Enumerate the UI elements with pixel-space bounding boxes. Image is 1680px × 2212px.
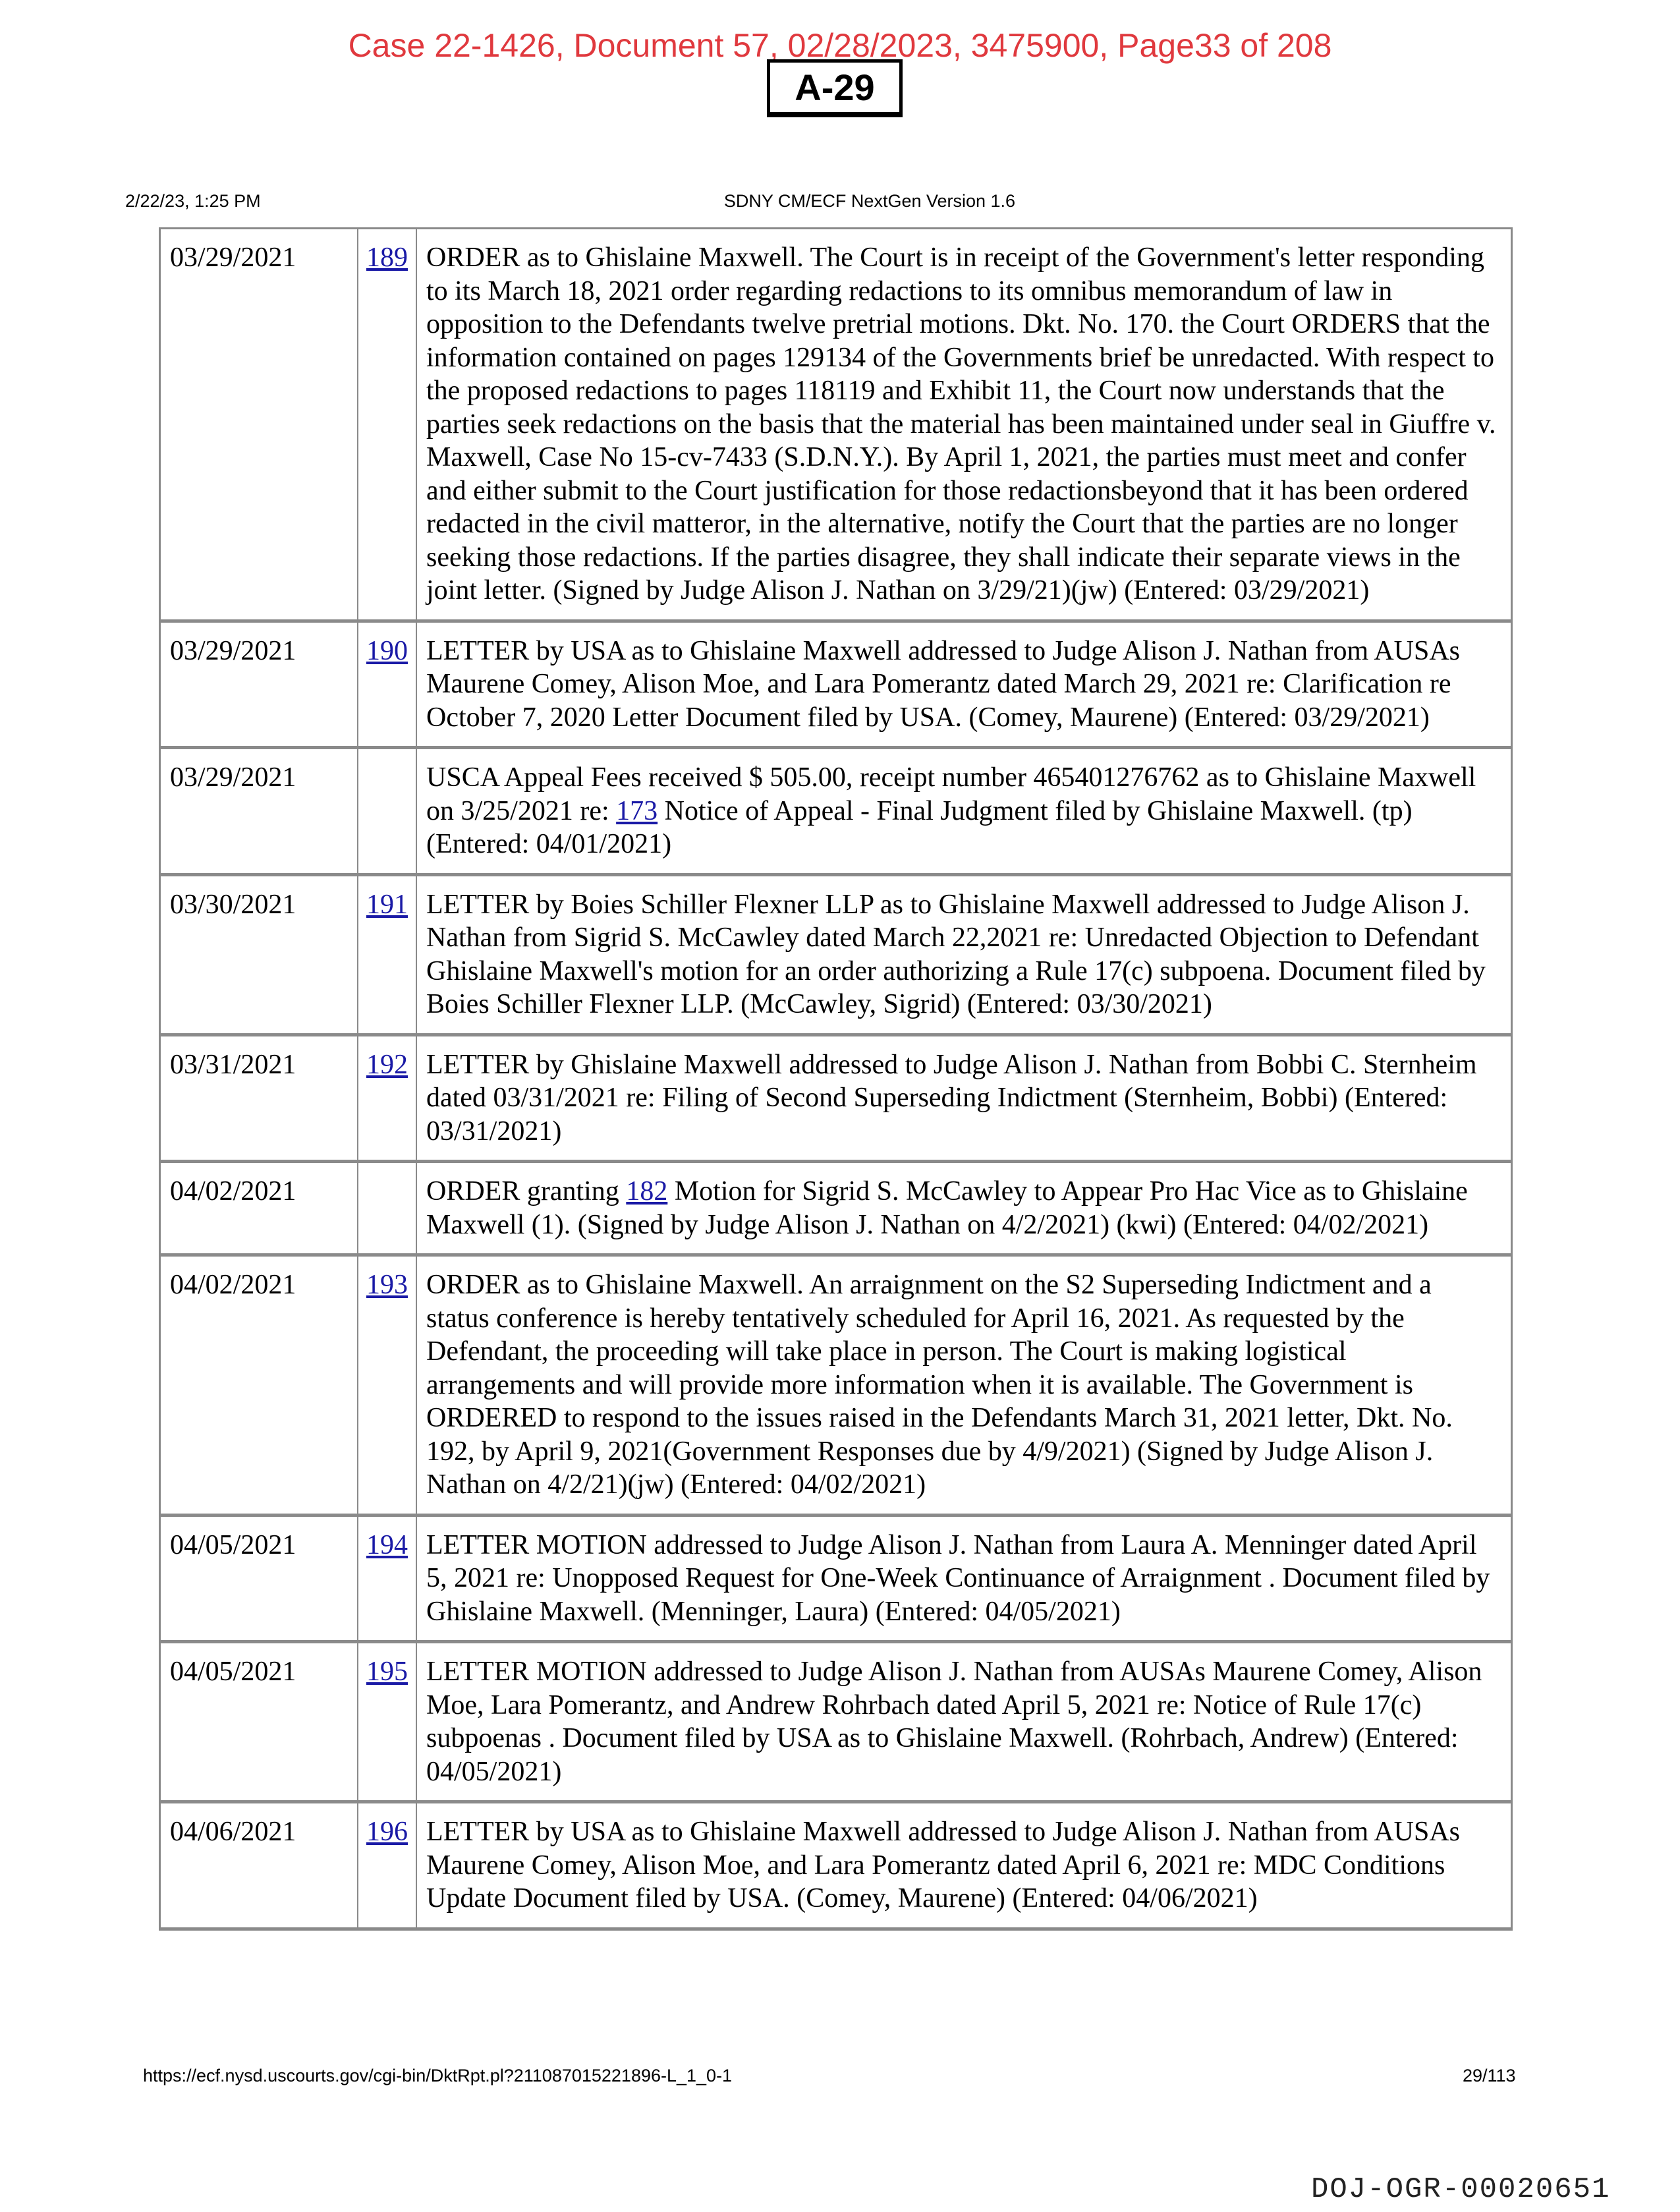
exhibit-label-box: [767, 59, 903, 117]
docket-table: [159, 227, 1513, 1931]
entry-date: 03/29/2021: [161, 229, 357, 623]
entry-number-cell: [357, 749, 416, 876]
entry-number-cell: [357, 229, 416, 623]
exhibit-label: A-29: [795, 67, 875, 108]
entry-date: 04/06/2021: [170, 1817, 296, 1847]
docket-row: [161, 1803, 1511, 1927]
docket-row: [161, 1517, 1511, 1644]
entry-date: 03/31/2021: [161, 1036, 357, 1164]
entry-text: LETTER by USA as to Ghislaine Maxwell addressed to Judge Alison J. Nathan from AUSAs Maurene Comey, Alison Moe, and Lara Pomerantz dated March 29, 2021 re: Clarification re October 7, 2020 Letter Document filed by USA. (Comey, Maurene) (Entered: 03/29/2021): [416, 623, 1511, 750]
entry-text-after-link: Notice of Appeal - Final Judgment filed by Ghislaine Maxwell. (tp) (Entered: 04/01/2021): [426, 795, 1413, 859]
docket-row: [161, 749, 1511, 876]
entry-number-cell: [357, 876, 416, 1036]
docket-number-link[interactable]: 191: [366, 889, 408, 920]
entry-number-cell: [357, 623, 416, 750]
docket-row: [161, 1257, 1511, 1517]
docket-number-link[interactable]: 196: [366, 1817, 408, 1847]
entry-date: 04/02/2021: [161, 1163, 357, 1257]
entry-date: 04/02/2021: [161, 1257, 357, 1517]
entry-number-cell: [357, 1803, 416, 1927]
docket-row: [161, 1036, 1511, 1164]
inline-docket-link[interactable]: 182: [626, 1176, 668, 1206]
case-stamp-header: Case 22-1426, Document 57, 02/28/2023, 3475900, Page33 of 208: [348, 27, 1332, 64]
docket-number-link[interactable]: 192: [366, 1049, 408, 1080]
entry-text-after-link: Motion for Sigrid S. McCawley to Appear Pro Hac Vice as to Ghislaine Maxwell (1). (Signed by Judge Alison J. Nathan on 4/2/2021) (kwi) (Entered: 04/02/2021): [426, 1176, 1468, 1240]
entry-text: LETTER MOTION addressed to Judge Alison J. Nathan from Laura A. Menninger dated April 5, 2021 re: Unopposed Request for One-Week Continuance of Arraignment . Document filed by Ghislaine Maxwell. (Menninger, Laura) (Entered: 04/05/2021): [416, 1517, 1511, 1644]
page-title: SDNY CM/ECF NextGen Version 1.6: [723, 191, 1016, 211]
docket-number-link[interactable]: 189: [366, 242, 408, 273]
entry-number-cell: [357, 1257, 416, 1517]
docket-number-link[interactable]: 190: [366, 635, 408, 666]
docket-number-link[interactable]: 193: [366, 1270, 408, 1300]
entry-date: 04/05/2021: [161, 1517, 357, 1644]
entry-number-cell: [357, 1643, 416, 1803]
docket-row: [161, 876, 1511, 1036]
entry-text: LETTER by USA as to Ghislaine Maxwell addressed to Judge Alison J. Nathan from AUSAs Maurene Comey, Alison Moe, and Lara Pomerantz dated April 6, 2021 re: MDC Conditions Update Document filed by USA. (Comey, Maurene) (Entered: 04/06/2021): [416, 1803, 1511, 1927]
entry-text: LETTER MOTION addressed to Judge Alison J. Nathan from AUSAs Maurene Comey, Alison Moe, Lara Pomerantz, and Andrew Rohrbach dated April 5, 2021 re: Notice of Rule 17(c) subpoenas . Document filed by USA as to Ghislaine Maxwell. (Rohrbach, Andrew) (Entered: 04/05/2021): [416, 1643, 1511, 1803]
entry-date: 03/30/2021: [161, 876, 357, 1036]
entry-text: ORDER as to Ghislaine Maxwell. An arraignment on the S2 Superseding Indictment and a status conference is hereby tentatively scheduled for April 16, 2021. As requested by the Defendant, the proceeding will take place in person. The Court is making logistical arrangements and will provide more information when it is available. The Government is ORDERED to respond to the issues raised in the Defendants March 31, 2021 letter, Dkt. No. 192, by April 9, 2021(Government Responses due by 4/9/2021) (Signed by Judge Alison J. Nathan on 4/2/21)(jw) (Entered: 04/02/2021): [416, 1257, 1511, 1517]
entry-text: LETTER by Ghislaine Maxwell addressed to Judge Alison J. Nathan from Bobbi C. Sternheim dated 03/31/2021 re: Filing of Second Superseding Indictment (Sternheim, Bobbi) (Entered: 03/31/2021): [416, 1036, 1511, 1164]
inline-docket-link[interactable]: 173: [616, 795, 658, 826]
entry-text-before-link: USCA Appeal Fees received $ 505.00, receipt number 465401276762 as to Ghislaine Maxwell on 3/25/2021 re:: [426, 762, 1476, 826]
docket-row: [161, 1163, 1511, 1257]
entry-number-cell: [357, 1036, 416, 1164]
docket-row: [161, 1643, 1511, 1803]
docket-number-link[interactable]: 194: [366, 1529, 408, 1560]
entry-text: [416, 749, 1511, 876]
entry-text: LETTER by Boies Schiller Flexner LLP as to Ghislaine Maxwell addressed to Judge Alison J. Nathan from Sigrid S. McCawley dated March 22,2021 re: Unredacted Objection to Defendant Ghislaine Maxwell's motion for an order authorizing a Rule 17(c) subpoena. Document filed by Boies Schiller Flexner LLP. (McCawley, Sigrid) (Entered: 03/30/2021): [416, 876, 1511, 1036]
bates-number: DOJ-OGR-00020651: [1311, 2173, 1611, 2206]
entry-date: 03/29/2021: [161, 749, 357, 876]
footer-page-number: 29/113: [1463, 2066, 1516, 2085]
footer-url: https://ecf.nysd.uscourts.gov/cgi-bin/DktRpt.pl?211087015221896-L_1_0-1: [143, 2066, 733, 2085]
docket-row: [161, 623, 1511, 750]
entry-date: 04/05/2021: [161, 1643, 357, 1803]
printed-datetime: 2/22/23, 1:25 PM: [125, 191, 261, 211]
entry-text-before-link: ORDER granting: [426, 1176, 627, 1206]
docket-row: [161, 229, 1511, 623]
docket-number-link[interactable]: 195: [366, 1657, 408, 1687]
entry-text: ORDER as to Ghislaine Maxwell. The Court is in receipt of the Government's letter responding to its March 18, 2021 order regarding redactions to its omnibus memorandum of law in opposition to the Defendants twelve pretrial motions. Dkt. No. 170. the Court ORDERS that the information contained on pages 129134 of the Governments brief be unredacted. With respect to the proposed redactions to pages 118119 and Exhibit 11, the Court now understands that the parties seek redactions on the basis that the material has been maintained under seal in Giuffre v. Maxwell, Case No 15-cv-7433 (S.D.N.Y.). By April 1, 2021, the parties must meet and confer and either submit to the Court justification for those redactionsbeyond that it has been ordered redacted in the civil matteror, in the alternative, notify the Court that the parties are no longer seeking those redactions. If the parties disagree, they shall indicate their separate views in the joint letter. (Signed by Judge Alison J. Nathan on 3/29/21)(jw) (Entered: 03/29/2021): [416, 229, 1511, 623]
entry-text: [416, 1163, 1511, 1257]
entry-date: 03/29/2021: [161, 623, 357, 750]
entry-number-cell: [357, 1163, 416, 1257]
entry-number-cell: [357, 1517, 416, 1644]
